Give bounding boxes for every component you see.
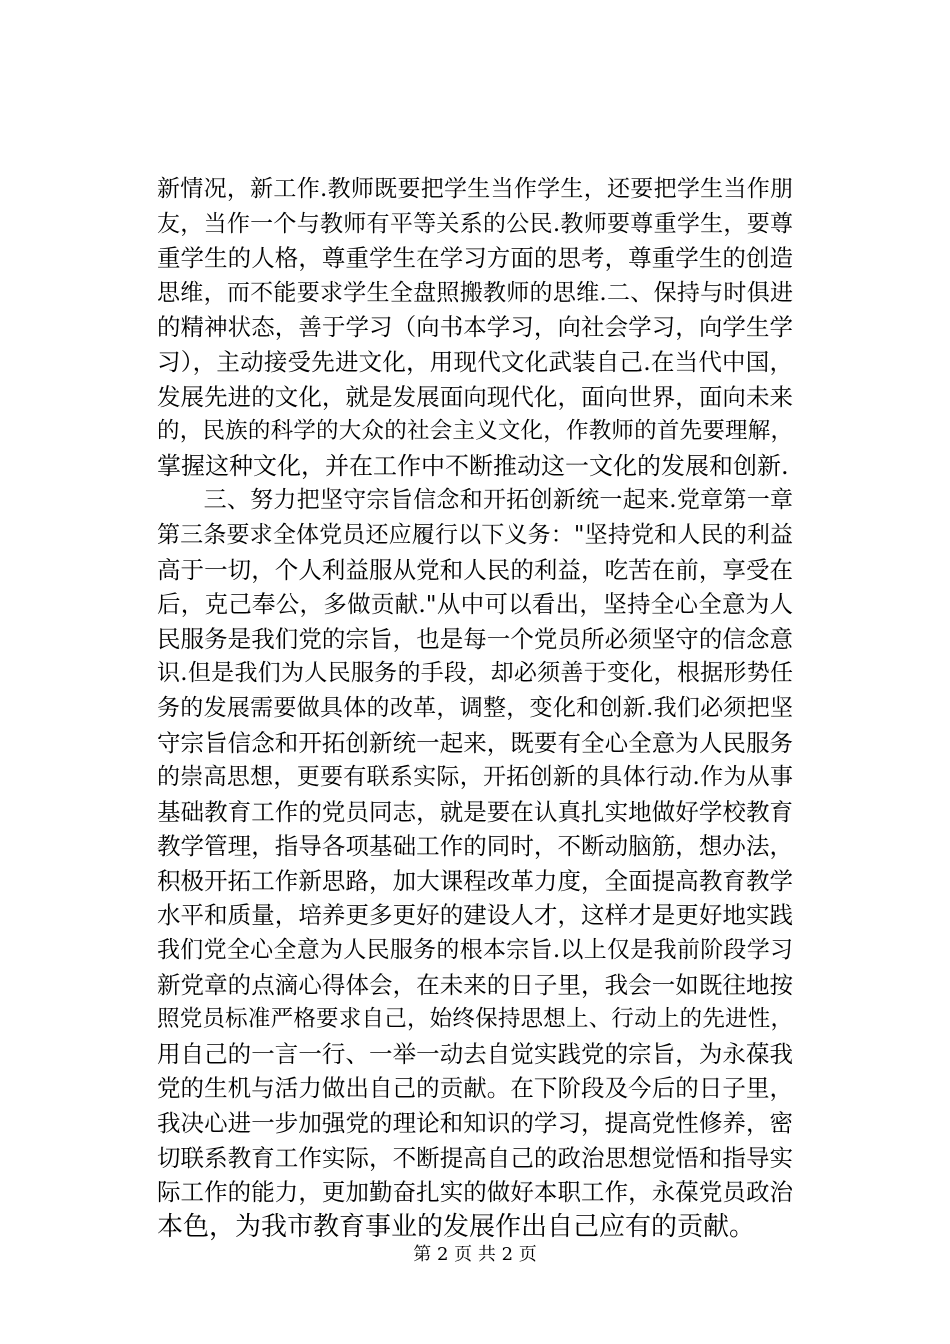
text-line: 思维，而不能要求学生全盘照搬教师的思维.二、保持与时俱进: [157, 279, 793, 306]
text-line: 友，当作一个与教师有平等关系的公民.教师要尊重学生，要尊: [157, 210, 793, 237]
text-line: 第三条要求全体党员还应履行以下义务："坚持党和人民的利益: [157, 521, 793, 548]
text-line: 识.但是我们为人民服务的手段，却必须善于变化，根据形势任: [157, 660, 793, 687]
text-line: 后，克己奉公，多做贡献."从中可以看出，坚持全心全意为人: [157, 590, 793, 619]
text-line: 的崇高思想，更要有联系实际，开拓创新的具体行动.作为从事: [157, 764, 793, 791]
text-line: 发展先进的文化，就是发展面向现代化，面向世界，面向未来: [157, 382, 793, 411]
text-line: 用自己的一言一行、一举一动去自觉实践党的宗旨，为永葆我: [157, 1039, 793, 1068]
text-line: 我决心进一步加强党的理论和知识的学习，提高党性修养，密: [157, 1109, 793, 1138]
text-line: 的，民族的科学的大众的社会主义文化，作教师的首先要理解，: [157, 418, 793, 445]
text-line: 新情况，新工作.教师既要把学生当作学生，还要把学生当作朋: [157, 176, 793, 202]
text-line: 的精神状态，善于学习（向书本学习，向社会学习，向学生学: [157, 313, 793, 342]
text-line: 本色，为我市教育事业的发展作出自己应有的贡献。: [157, 1211, 756, 1242]
text-line: 掌握这种文化，并在工作中不断推动这一文化的发展和创新.: [157, 451, 789, 480]
text-line: 务的发展需要做具体的改革，调整，变化和创新.我们必须把坚: [157, 694, 793, 721]
body-text: [157, 172, 793, 1244]
text-line: 教学管理，指导各项基础工作的同时，不断动脑筋，想办法，: [157, 832, 793, 861]
text-line: 我们党全心全意为人民服务的根本宗旨.以上仅是我前阶段学习: [157, 937, 793, 964]
text-line: 重学生的人格，尊重学生在学习方面的思考，尊重学生的创造: [157, 244, 793, 273]
text-line: 切联系教育工作实际，不断提高自己的政治思想觉悟和指导实: [157, 1143, 793, 1172]
text-line: 守宗旨信念和开拓创新统一起来，既要有全心全意为人民服务: [157, 728, 793, 757]
text-line: 习），主动接受先进文化，用现代文化武装自己.在当代中国，: [157, 347, 793, 376]
text-line: 三、努力把坚守宗旨信念和开拓创新统一起来.党章第一章: [157, 487, 793, 514]
text-line: 新党章的点滴心得体会，在未来的日子里，我会一如既往地按: [157, 970, 793, 999]
text-line: 民服务是我们党的宗旨，也是每一个党员所必须坚守的信念意: [157, 624, 793, 653]
text-line: 照党员标准严格要求自己，始终保持思想上、行动上的先进性，: [157, 1006, 793, 1033]
text-line: 高于一切，个人利益服从党和人民的利益，吃苦在前，享受在: [157, 555, 793, 584]
text-line: 党的生机与活力做出自己的贡献。在下阶段及今后的日子里，: [157, 1074, 793, 1103]
text-line: 基础教育工作的党员同志，就是要在认真扎实地做好学校教育: [157, 797, 793, 826]
text-line: 际工作的能力，更加勤奋扎实的做好本职工作，永葆党员政治: [157, 1178, 793, 1207]
text-line: 水平和质量，培养更多更好的建设人才，这样才是更好地实践: [157, 901, 793, 930]
page-number-footer: 第 2 页 共 2 页: [413, 1244, 537, 1265]
text-line: 积极开拓工作新思路，加大课程改革力度，全面提高教育教学: [157, 866, 793, 895]
